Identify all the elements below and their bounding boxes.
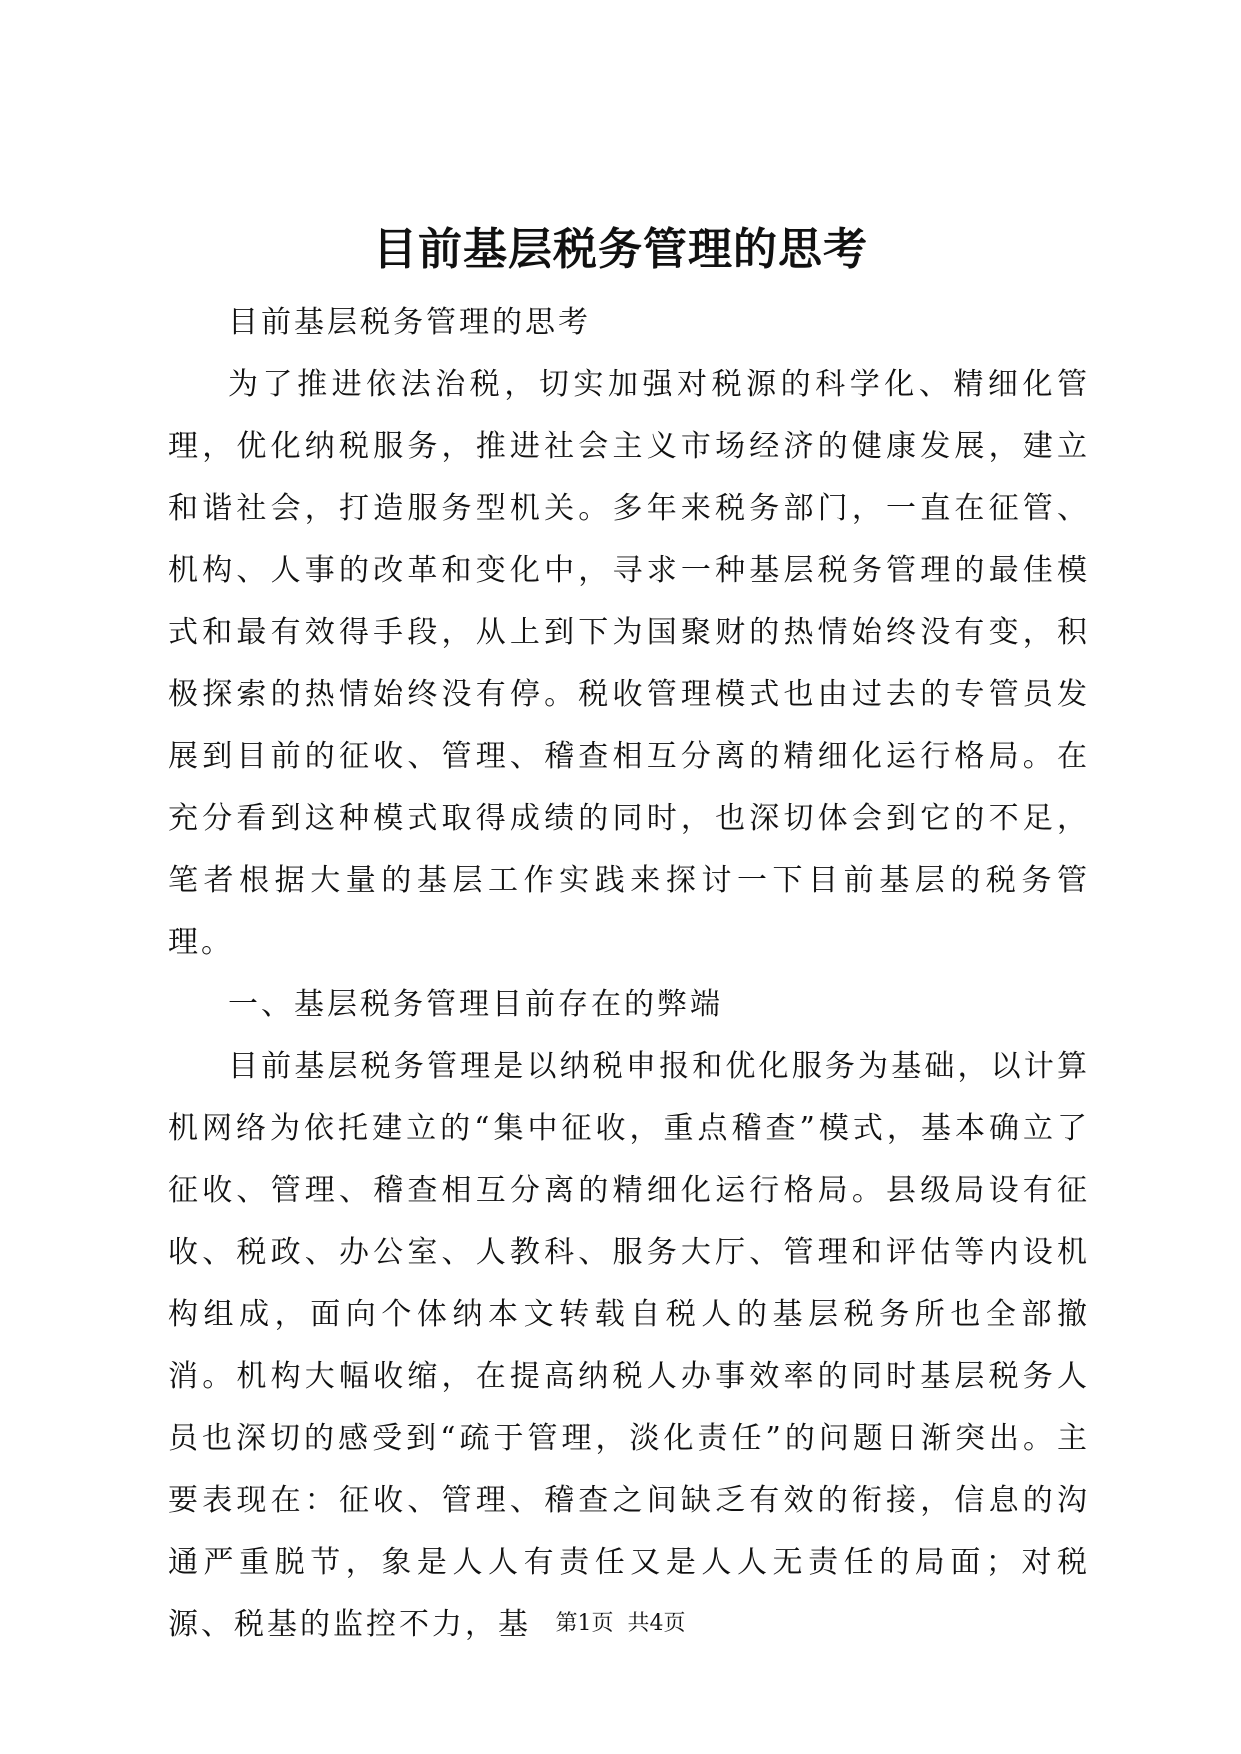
page-footer bbox=[0, 1609, 1241, 1639]
page-suffix: 页 bbox=[663, 1611, 686, 1636]
paragraph-intro: 为了推进依法治税，切实加强对税源的科学化、精细化管理，优化纳税服务，推进社会主义市场经济的健康发展，建立和谐社会，打造服务型机关。多年来税务部门，一直在征管、机构、人事的改革和变化中，寻求一种基层税务管理的最佳模式和最有效得手段，从上到下为国聚财的热情始终没有变，积极探索的热情始终没有停。税收管理模式也由过去的专管员发展到目前的征收、管理、稽查相互分离的精细化运行格局。在充分看到这种模式取得成绩的同时，也深切体会到它的不足，笔者根据大量的基层工作实践来探讨一下目前基层的税务管理。 bbox=[168, 367, 1090, 960]
document-title: 目前基层税务管理的思考 bbox=[373, 224, 868, 275]
page-prefix: 第 bbox=[555, 1611, 578, 1636]
section-heading: 一、基层税务管理目前存在的弊端 bbox=[228, 987, 723, 1022]
total-page-number: 4 bbox=[649, 1611, 664, 1636]
document-body bbox=[168, 292, 1090, 1656]
paragraph-section-1: 目前基层税务管理是以纳税申报和优化服务为基础，以计算机网络为依托建立的“集中征收，重点稽查”模式，基本确立了征收、管理、稽查相互分离的精细化运行格局。县级局设有征收、税政、办公室、人教科、服务大厅、管理和评估等内设机构组成，面向个体纳本文转载自税人的基层税务所也全部撤消。机构大幅收缩，在提高纳税人办事效率的同时基层税务人员也深切的感受到“疏于管理，淡化责任”的问题日渐突出。主要表现在：征收、管理、稽查之间缺乏有效的衔接，信息的沟通严重脱节，象是人人有责任又是人人无责任的局面；对税源、税基的监控不力，基 bbox=[168, 1049, 1090, 1642]
current-page-number: 1 bbox=[577, 1611, 592, 1636]
page-mid-text: 页 共 bbox=[591, 1611, 650, 1636]
paragraph-subtitle: 目前基层税务管理的思考 bbox=[228, 305, 591, 340]
